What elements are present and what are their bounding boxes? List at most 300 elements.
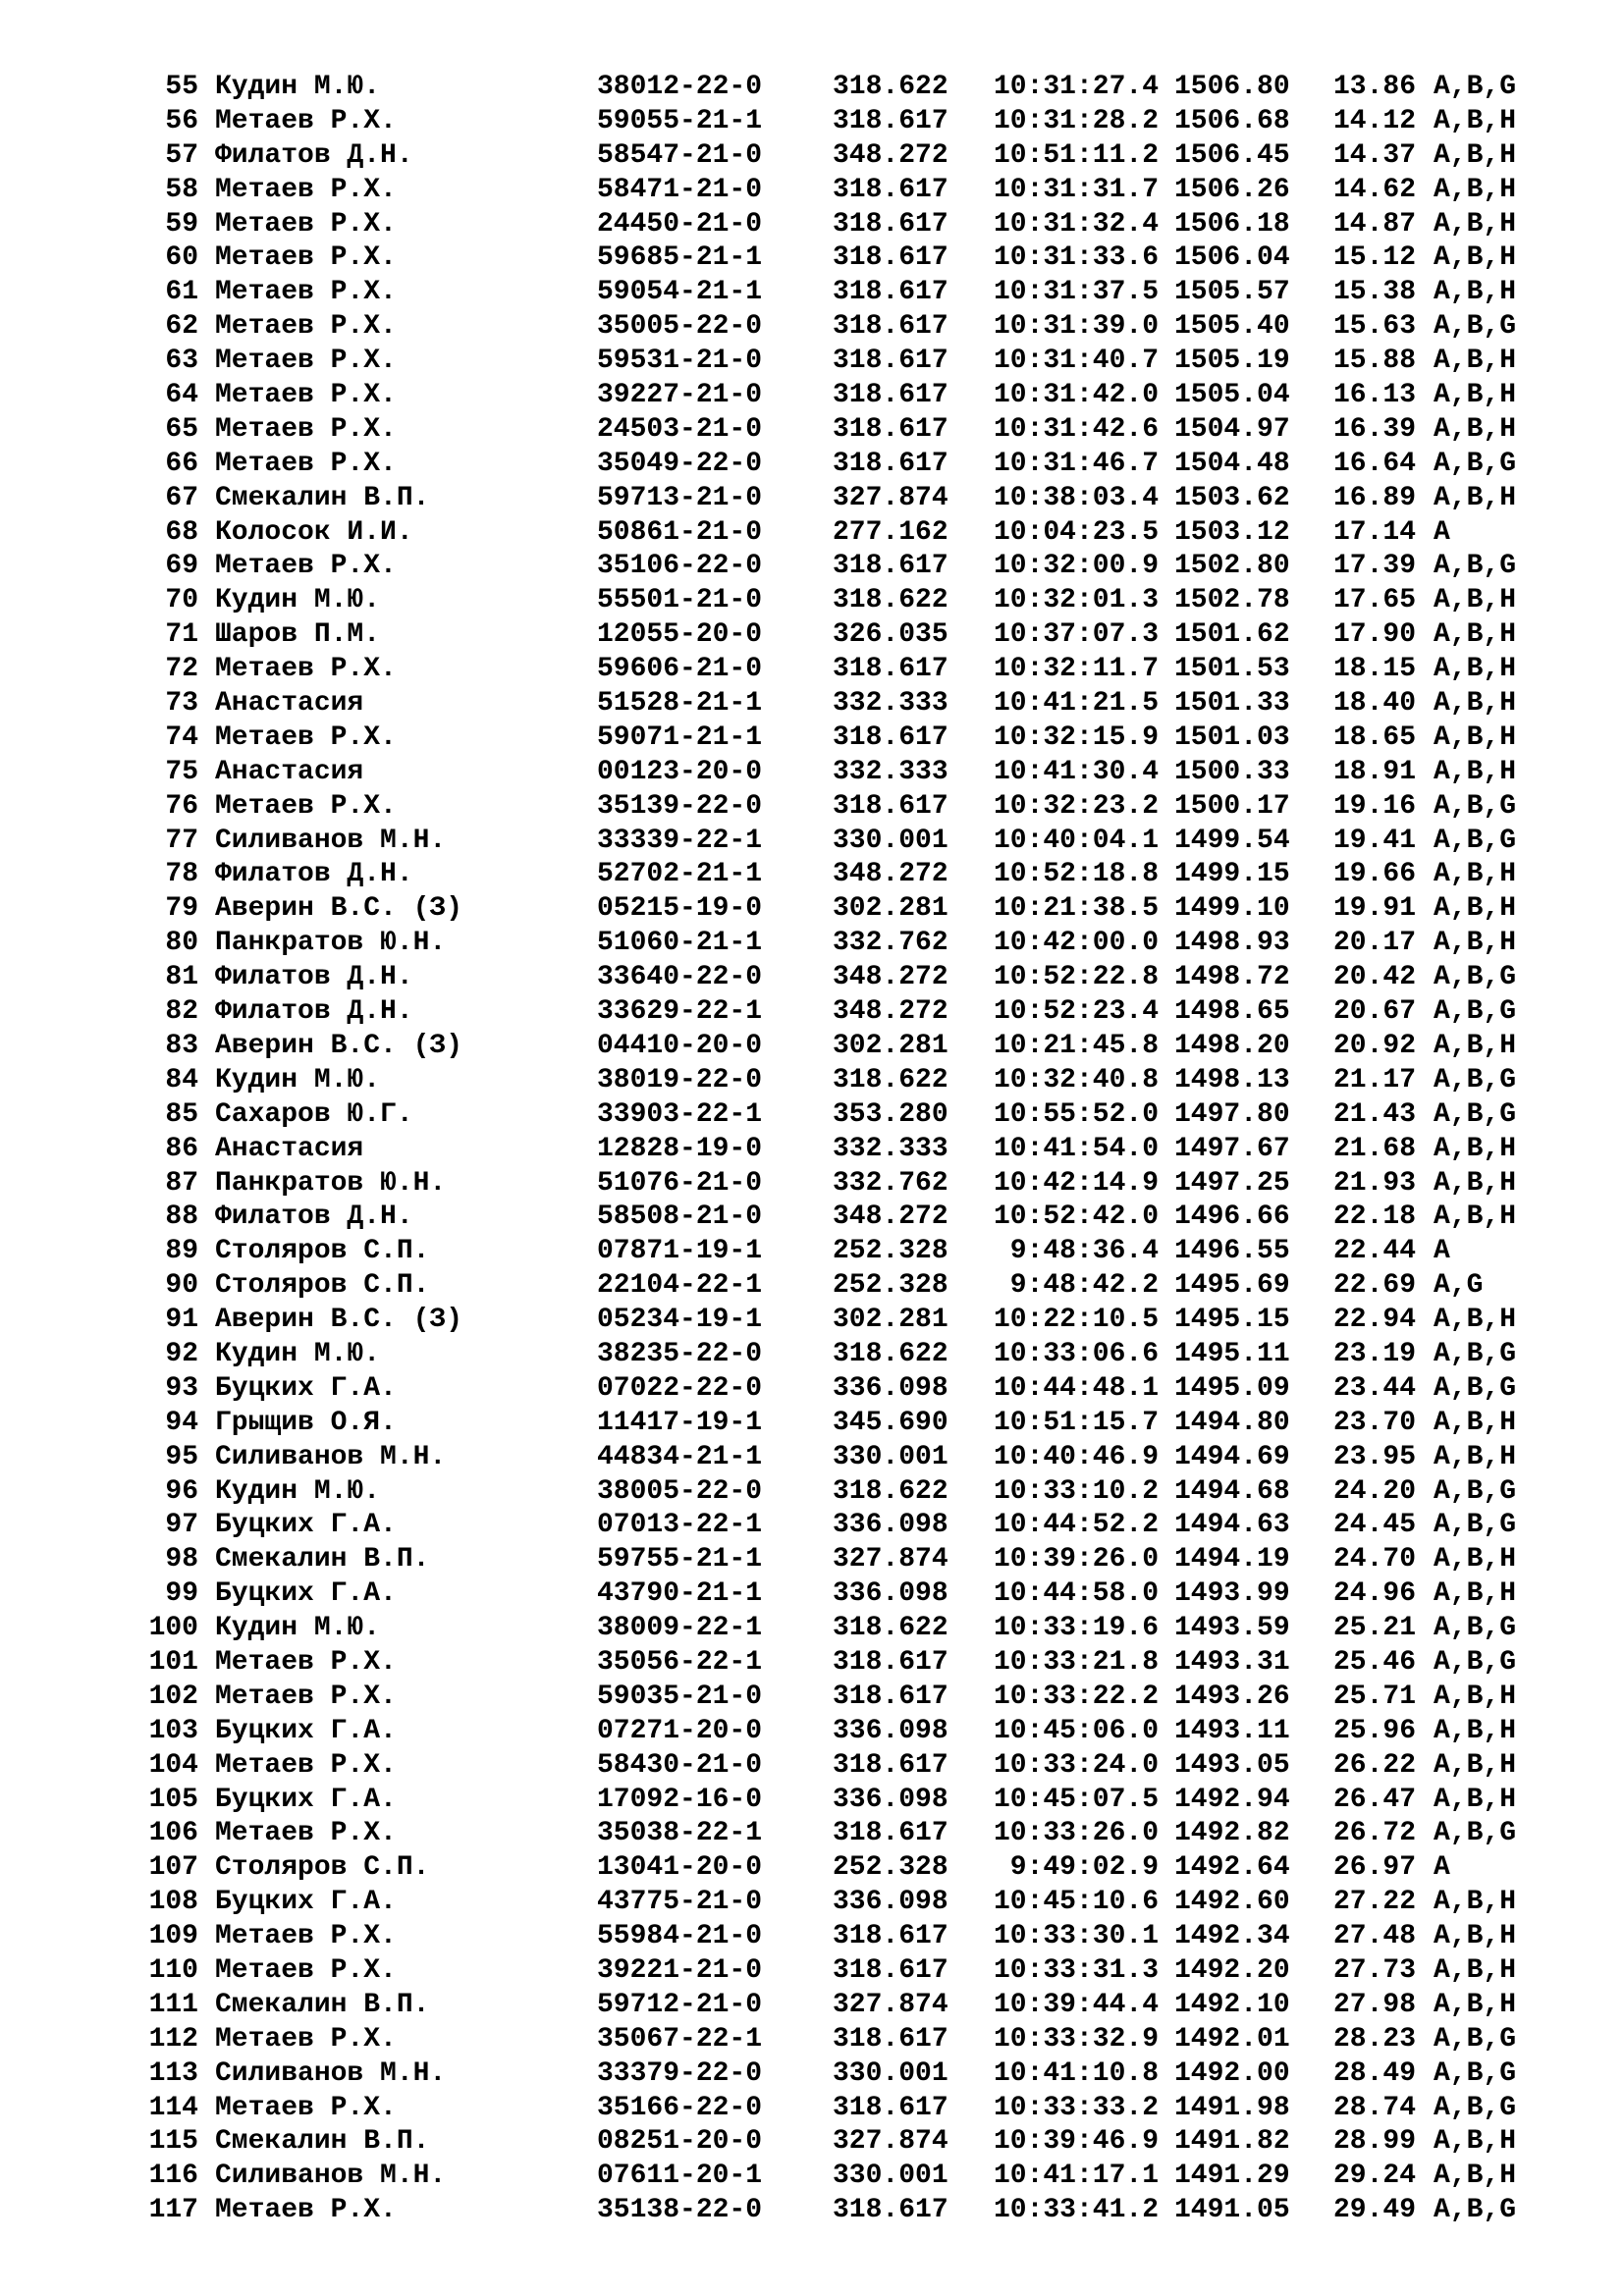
distance-cell: 336.098 [833,1784,948,1815]
categories-cell: A,B,G [1434,1475,1517,1507]
arrival-time-cell: 10:39:44.4 [993,1989,1159,2020]
results-table [0,71,1624,2228]
distance-cell: 318.617 [833,721,948,753]
fancier-name-cell: Кудин М.Ю. [215,72,381,102]
categories-cell: A,B,H [1434,277,1517,308]
ring-number-cell: 35049-22-0 [597,448,763,479]
arrival-time-cell: 10:41:21.5 [993,688,1159,720]
distance-cell: 336.098 [833,1372,948,1404]
points-cell: 14.12 [1333,105,1417,136]
fancier-name-cell: Буцких Г.А. [215,1887,397,1918]
points-cell: 27.48 [1333,1921,1417,1952]
speed-cell: 1502.78 [1174,585,1290,616]
table-row [0,516,1624,551]
arrival-time-cell: 10:33:26.0 [993,1818,1159,1849]
speed-cell: 1501.33 [1174,688,1290,720]
position-cell: 92 [165,1338,198,1369]
distance-cell: 318.617 [833,1646,948,1678]
speed-cell: 1506.18 [1174,208,1290,240]
distance-cell: 302.281 [833,1305,948,1336]
position-cell: 90 [165,1270,198,1302]
ring-number-cell: 38005-22-0 [597,1475,763,1507]
categories-cell: A,B,G [1434,311,1517,343]
table-row [0,1098,1624,1133]
categories-cell: A,B,H [1434,174,1517,205]
arrival-time-cell: 10:38:03.4 [993,482,1159,513]
categories-cell: A [1434,1236,1450,1267]
points-cell: 23.19 [1333,1338,1417,1369]
position-cell: 79 [165,893,198,925]
distance-cell: 318.617 [833,1818,948,1849]
speed-cell: 1504.48 [1174,448,1290,479]
distance-cell: 327.874 [833,2126,948,2158]
fancier-name-cell: Метаев Р.Х. [215,721,397,753]
distance-cell: 318.617 [833,1954,948,1986]
ring-number-cell: 12828-19-0 [597,1133,763,1164]
arrival-time-cell: 10:31:27.4 [993,72,1159,102]
ring-number-cell: 07022-22-0 [597,1372,763,1404]
arrival-time-cell: 10:41:54.0 [993,1133,1159,1164]
ring-number-cell: 59712-21-0 [597,1989,763,2020]
position-cell: 63 [165,346,198,377]
speed-cell: 1498.13 [1174,1064,1290,1095]
categories-cell: A,B,H [1434,654,1517,685]
ring-number-cell: 39227-21-0 [597,380,763,411]
categories-cell: A,B,H [1434,1887,1517,1918]
fancier-name-cell: Шаров П.М. [215,619,381,651]
categories-cell: A,B,G [1434,551,1517,582]
speed-cell: 1496.66 [1174,1201,1290,1233]
fancier-name-cell: Метаев Р.Х. [215,174,397,205]
arrival-time-cell: 10:32:15.9 [993,721,1159,753]
points-cell: 26.72 [1333,1818,1417,1849]
points-cell: 17.90 [1333,619,1417,651]
table-row [0,1886,1624,1920]
arrival-time-cell: 10:32:01.3 [993,585,1159,616]
distance-cell: 318.617 [833,2023,948,2055]
fancier-name-cell: Метаев Р.Х. [215,448,397,479]
ring-number-cell: 43790-21-1 [597,1578,763,1610]
categories-cell: A,B,G [1434,2057,1517,2089]
categories-cell: A,B,H [1434,1201,1517,1233]
position-cell: 70 [165,585,198,616]
ring-number-cell: 24450-21-0 [597,208,763,240]
fancier-name-cell: Метаев Р.Х. [215,1921,397,1952]
distance-cell: 345.690 [833,1407,948,1438]
speed-cell: 1501.03 [1174,721,1290,753]
speed-cell: 1492.34 [1174,1921,1290,1952]
arrival-time-cell: 10:45:07.5 [993,1784,1159,1815]
points-cell: 20.42 [1333,962,1417,993]
position-cell: 96 [165,1475,198,1507]
categories-cell: A,B,G [1434,2092,1517,2123]
ring-number-cell: 35005-22-0 [597,311,763,343]
position-cell: 65 [165,413,198,445]
ring-number-cell: 35139-22-0 [597,790,763,822]
ring-number-cell: 59071-21-1 [597,721,763,753]
fancier-name-cell: Смекалин В.П. [215,482,430,513]
categories-cell: A,B,H [1434,1921,1517,1952]
speed-cell: 1492.10 [1174,1989,1290,2020]
points-cell: 17.65 [1333,585,1417,616]
table-row [0,1543,1624,1577]
table-row [0,2057,1624,2092]
ring-number-cell: 38019-22-0 [597,1064,763,1095]
ring-number-cell: 38235-22-0 [597,1338,763,1369]
speed-cell: 1493.05 [1174,1749,1290,1781]
categories-cell: A,B,H [1434,1407,1517,1438]
speed-cell: 1494.68 [1174,1475,1290,1507]
distance-cell: 318.617 [833,790,948,822]
categories-cell: A,B,H [1434,1030,1517,1061]
position-cell: 105 [148,1784,198,1815]
categories-cell: A,B,H [1434,2161,1517,2192]
ring-number-cell: 38009-22-1 [597,1613,763,1644]
distance-cell: 318.622 [833,585,948,616]
points-cell: 29.49 [1333,2195,1417,2226]
speed-cell: 1497.25 [1174,1167,1290,1199]
ring-number-cell: 59713-21-0 [597,482,763,513]
points-cell: 17.39 [1333,551,1417,582]
speed-cell: 1493.99 [1174,1578,1290,1610]
speed-cell: 1501.53 [1174,654,1290,685]
position-cell: 101 [148,1646,198,1678]
position-cell: 104 [148,1749,198,1781]
ring-number-cell: 35166-22-0 [597,2092,763,2123]
fancier-name-cell: Панкратов Ю.Н. [215,928,447,959]
categories-cell: A,B,H [1434,1544,1517,1575]
arrival-time-cell: 10:52:42.0 [993,1201,1159,1233]
distance-cell: 336.098 [833,1715,948,1746]
arrival-time-cell: 10:42:00.0 [993,928,1159,959]
points-cell: 18.15 [1333,654,1417,685]
distance-cell: 318.617 [833,2092,948,2123]
fancier-name-cell: Филатов Д.Н. [215,962,413,993]
arrival-time-cell: 10:41:10.8 [993,2057,1159,2089]
distance-cell: 318.617 [833,105,948,136]
table-row [0,756,1624,790]
fancier-name-cell: Кудин М.Ю. [215,1338,381,1369]
speed-cell: 1498.65 [1174,996,1290,1028]
distance-cell: 330.001 [833,2057,948,2089]
arrival-time-cell: 10:51:11.2 [993,139,1159,171]
table-row [0,71,1624,105]
fancier-name-cell: Кудин М.Ю. [215,1064,381,1095]
distance-cell: 332.333 [833,756,948,787]
points-cell: 24.45 [1333,1510,1417,1541]
points-cell: 16.64 [1333,448,1417,479]
table-row [0,379,1624,413]
fancier-name-cell: Филатов Д.Н. [215,859,413,890]
points-cell: 15.12 [1333,242,1417,274]
points-cell: 20.92 [1333,1030,1417,1061]
points-cell: 15.38 [1333,277,1417,308]
distance-cell: 348.272 [833,1201,948,1233]
speed-cell: 1503.12 [1174,516,1290,548]
fancier-name-cell: Метаев Р.Х. [215,1646,397,1678]
points-cell: 21.43 [1333,1098,1417,1130]
ring-number-cell: 51528-21-1 [597,688,763,720]
distance-cell: 327.874 [833,1989,948,2020]
distance-cell: 318.617 [833,2195,948,2226]
position-cell: 115 [148,2126,198,2158]
points-cell: 14.62 [1333,174,1417,205]
speed-cell: 1505.04 [1174,380,1290,411]
distance-cell: 318.622 [833,1613,948,1644]
speed-cell: 1495.69 [1174,1270,1290,1302]
arrival-time-cell: 10:31:40.7 [993,346,1159,377]
fancier-name-cell: Столяров С.П. [215,1852,430,1884]
categories-cell: A,B,H [1434,928,1517,959]
arrival-time-cell: 10:44:52.2 [993,1510,1159,1541]
distance-cell: 327.874 [833,482,948,513]
speed-cell: 1493.11 [1174,1715,1290,1746]
fancier-name-cell: Метаев Р.Х. [215,208,397,240]
distance-cell: 318.617 [833,277,948,308]
table-row [0,1920,1624,1954]
arrival-time-cell: 10:40:46.9 [993,1441,1159,1472]
distance-cell: 318.617 [833,208,948,240]
position-cell: 103 [148,1715,198,1746]
categories-cell: A,B,H [1434,1749,1517,1781]
speed-cell: 1500.33 [1174,756,1290,787]
points-cell: 15.88 [1333,346,1417,377]
ring-number-cell: 39221-21-0 [597,1954,763,1986]
speed-cell: 1497.67 [1174,1133,1290,1164]
arrival-time-cell: 10:31:31.7 [993,174,1159,205]
points-cell: 20.17 [1333,928,1417,959]
arrival-time-cell: 10:31:42.6 [993,413,1159,445]
points-cell: 25.21 [1333,1613,1417,1644]
fancier-name-cell: Метаев Р.Х. [215,2092,397,2123]
categories-cell: A [1434,1852,1450,1884]
points-cell: 25.46 [1333,1646,1417,1678]
points-cell: 27.22 [1333,1887,1417,1918]
table-row [0,995,1624,1030]
points-cell: 23.44 [1333,1372,1417,1404]
table-row [0,2023,1624,2057]
points-cell: 14.37 [1333,139,1417,171]
position-cell: 60 [165,242,198,274]
distance-cell: 318.622 [833,1338,948,1369]
categories-cell: A,B,H [1434,413,1517,445]
position-cell: 68 [165,516,198,548]
points-cell: 25.96 [1333,1715,1417,1746]
ring-number-cell: 55501-21-0 [597,585,763,616]
ring-number-cell: 33379-22-0 [597,2057,763,2089]
fancier-name-cell: Столяров С.П. [215,1270,430,1302]
table-row [0,208,1624,242]
speed-cell: 1500.17 [1174,790,1290,822]
arrival-time-cell: 9:49:02.9 [1009,1852,1159,1884]
arrival-time-cell: 10:44:58.0 [993,1578,1159,1610]
arrival-time-cell: 10:31:28.2 [993,105,1159,136]
categories-cell: A,G [1434,1270,1484,1302]
points-cell: 22.94 [1333,1305,1417,1336]
categories-cell: A,B,H [1434,1954,1517,1986]
position-cell: 77 [165,825,198,856]
ring-number-cell: 07271-20-0 [597,1715,763,1746]
table-row [0,1817,1624,1851]
fancier-name-cell: Метаев Р.Х. [215,2195,397,2226]
table-row [0,1509,1624,1543]
arrival-time-cell: 10:33:06.6 [993,1338,1159,1369]
ring-number-cell: 58430-21-0 [597,1749,763,1781]
categories-cell: A,B,H [1434,893,1517,925]
arrival-time-cell: 10:42:14.9 [993,1167,1159,1199]
arrival-time-cell: 10:31:42.0 [993,380,1159,411]
table-row [0,1133,1624,1167]
speed-cell: 1499.54 [1174,825,1290,856]
fancier-name-cell: Силиванов М.Н. [215,825,447,856]
table-row [0,1784,1624,1818]
table-row [0,2194,1624,2228]
arrival-time-cell: 9:48:36.4 [1009,1236,1159,1267]
position-cell: 81 [165,962,198,993]
distance-cell: 318.617 [833,380,948,411]
points-cell: 14.87 [1333,208,1417,240]
ring-number-cell: 55984-21-0 [597,1921,763,1952]
categories-cell: A,B,H [1434,2126,1517,2158]
categories-cell: A,B,H [1434,139,1517,171]
position-cell: 93 [165,1372,198,1404]
distance-cell: 318.617 [833,346,948,377]
table-row [0,1030,1624,1064]
table-row [0,961,1624,995]
ring-number-cell: 07611-20-1 [597,2161,763,2192]
points-cell: 24.96 [1333,1578,1417,1610]
distance-cell: 277.162 [833,516,948,548]
distance-cell: 252.328 [833,1270,948,1302]
ring-number-cell: 24503-21-0 [597,413,763,445]
points-cell: 22.69 [1333,1270,1417,1302]
fancier-name-cell: Метаев Р.Х. [215,551,397,582]
ring-number-cell: 33339-22-1 [597,825,763,856]
speed-cell: 1499.15 [1174,859,1290,890]
arrival-time-cell: 10:52:23.4 [993,996,1159,1028]
arrival-time-cell: 10:31:37.5 [993,277,1159,308]
distance-cell: 348.272 [833,962,948,993]
table-row [0,1681,1624,1715]
fancier-name-cell: Буцких Г.А. [215,1715,397,1746]
arrival-time-cell: 10:21:45.8 [993,1030,1159,1061]
position-cell: 72 [165,654,198,685]
fancier-name-cell: Силиванов М.Н. [215,2057,447,2089]
table-row [0,1235,1624,1269]
ring-number-cell: 12055-20-0 [597,619,763,651]
table-row [0,174,1624,208]
points-cell: 21.68 [1333,1133,1417,1164]
speed-cell: 1491.98 [1174,2092,1290,2123]
points-cell: 29.24 [1333,2161,1417,2192]
distance-cell: 326.035 [833,619,948,651]
speed-cell: 1498.20 [1174,1030,1290,1061]
fancier-name-cell: Метаев Р.Х. [215,380,397,411]
distance-cell: 318.617 [833,311,948,343]
table-row [0,687,1624,721]
ring-number-cell: 05215-19-0 [597,893,763,925]
fancier-name-cell: Аверин В.С. (З) [215,1305,463,1336]
arrival-time-cell: 10:32:00.9 [993,551,1159,582]
speed-cell: 1506.68 [1174,105,1290,136]
points-cell: 20.67 [1333,996,1417,1028]
arrival-time-cell: 10:32:40.8 [993,1064,1159,1095]
ring-number-cell: 59685-21-1 [597,242,763,274]
speed-cell: 1505.19 [1174,346,1290,377]
ring-number-cell: 43775-21-0 [597,1887,763,1918]
table-row [0,618,1624,653]
position-cell: 99 [165,1578,198,1610]
table-row [0,825,1624,859]
ring-number-cell: 04410-20-0 [597,1030,763,1061]
speed-cell: 1493.59 [1174,1613,1290,1644]
fancier-name-cell: Филатов Д.Н. [215,996,413,1028]
arrival-time-cell: 10:44:48.1 [993,1372,1159,1404]
points-cell: 16.39 [1333,413,1417,445]
categories-cell: A,B,G [1434,1064,1517,1095]
categories-cell: A,B,G [1434,1613,1517,1644]
distance-cell: 318.617 [833,654,948,685]
position-cell: 78 [165,859,198,890]
points-cell: 26.97 [1333,1852,1417,1884]
position-cell: 98 [165,1544,198,1575]
categories-cell: A,B,G [1434,448,1517,479]
ring-number-cell: 50861-21-0 [597,516,763,548]
categories-cell: A,B,H [1434,1784,1517,1815]
distance-cell: 318.617 [833,242,948,274]
categories-cell: A,B,G [1434,2023,1517,2055]
arrival-time-cell: 10:41:17.1 [993,2161,1159,2192]
table-row [0,1167,1624,1201]
speed-cell: 1494.80 [1174,1407,1290,1438]
distance-cell: 318.617 [833,174,948,205]
fancier-name-cell: Кудин М.Ю. [215,585,381,616]
speed-cell: 1502.80 [1174,551,1290,582]
categories-cell: A,B,H [1434,721,1517,753]
distance-cell: 318.617 [833,448,948,479]
categories-cell: A,B,H [1434,208,1517,240]
distance-cell: 336.098 [833,1887,948,1918]
table-row [0,653,1624,687]
arrival-time-cell: 10:40:04.1 [993,825,1159,856]
speed-cell: 1491.82 [1174,2126,1290,2158]
categories-cell: A,B,H [1434,756,1517,787]
speed-cell: 1498.72 [1174,962,1290,993]
arrival-time-cell: 10:33:21.8 [993,1646,1159,1678]
position-cell: 91 [165,1305,198,1336]
speed-cell: 1495.11 [1174,1338,1290,1369]
table-row [0,1269,1624,1304]
distance-cell: 318.622 [833,1475,948,1507]
position-cell: 110 [148,1954,198,1986]
points-cell: 16.89 [1333,482,1417,513]
arrival-time-cell: 10:37:07.3 [993,619,1159,651]
categories-cell: A,B,H [1434,859,1517,890]
categories-cell: A [1434,516,1450,548]
fancier-name-cell: Метаев Р.Х. [215,1954,397,1986]
position-cell: 66 [165,448,198,479]
distance-cell: 318.617 [833,1681,948,1712]
points-cell: 16.13 [1333,380,1417,411]
categories-cell: A,B,G [1434,1372,1517,1404]
ring-number-cell: 35106-22-0 [597,551,763,582]
arrival-time-cell: 10:32:23.2 [993,790,1159,822]
speed-cell: 1493.31 [1174,1646,1290,1678]
speed-cell: 1496.55 [1174,1236,1290,1267]
categories-cell: A,B,H [1434,1578,1517,1610]
fancier-name-cell: Аверин В.С. (З) [215,1030,463,1061]
table-row [0,241,1624,276]
